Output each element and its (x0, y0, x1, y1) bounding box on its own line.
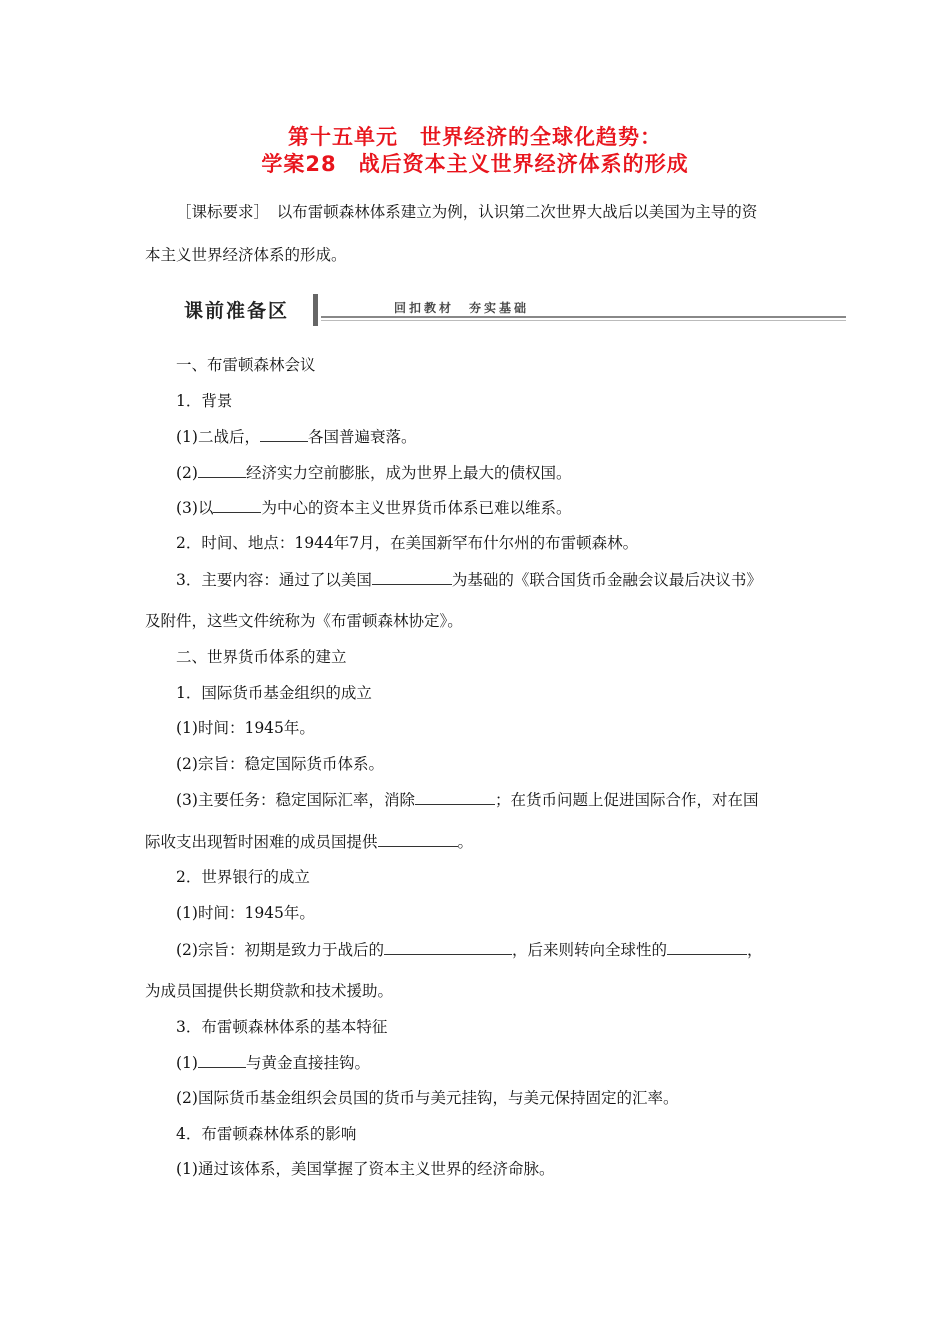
item-1-3: 3．主要内容：通过了以美国 为基础的《联合国货币金融会议最后决议书》 (176, 571, 762, 589)
requirement-line-2: 本主义世界经济体系的形成。 (145, 246, 347, 264)
item-1-1-1: (1)二战后， 各国普遍衰落。 (176, 428, 417, 446)
unit-title: 第十五单元 世界经济的全球化趋势： (288, 125, 662, 149)
heading-2: 二、世界货币体系的建立 (176, 648, 347, 666)
item-2-2-1: (1)时间：1945年。 (176, 904, 315, 922)
banner-title: 课前准备区 (184, 300, 290, 322)
fill-blank[interactable] (667, 939, 747, 955)
item-1-2: 2．时间、地点：1944年7月，在美国新罕布什尔州的布雷顿森林。 (176, 534, 639, 552)
heading-1: 一、布雷顿森林会议 (176, 356, 316, 374)
fill-blank[interactable] (198, 462, 246, 478)
item-2-1-3-cont: 际收支出现暂时困难的成员国提供 。 (145, 833, 474, 851)
item-2-1-3: (3)主要任务：稳定国际汇率，消除 ；在货币问题上促进国际合作，对在国 (176, 791, 759, 809)
item-1-1-3: (3)以 为中心的资本主义世界货币体系已难以维系。 (176, 499, 572, 517)
heading-2-1: 1．国际货币基金组织的成立 (176, 684, 372, 702)
item-2-1-1: (1)时间：1945年。 (176, 719, 315, 737)
fill-blank[interactable] (384, 939, 512, 955)
item-2-3-2: (2)国际货币基金组织会员国的货币与美元挂钩，与美元保持固定的汇率。 (176, 1089, 679, 1107)
banner-divider (313, 294, 318, 326)
item-2-2-2-cont: 为成员国提供长期贷款和技术援助。 (145, 982, 394, 1000)
fill-blank[interactable] (372, 569, 452, 585)
heading-2-3: 3．布雷顿森林体系的基本特征 (176, 1018, 388, 1036)
heading-1-1: 1．背景 (176, 392, 233, 410)
banner-rule (321, 316, 846, 318)
lesson-title: 学案28 战后资本主义世界经济体系的形成 (261, 152, 689, 176)
item-1-3-cont: 及附件，这些文件统称为《布雷顿森林协定》。 (145, 612, 463, 630)
fill-blank[interactable] (260, 426, 308, 442)
banner-subtitle: 回扣教材 夯实基础 (394, 301, 530, 315)
item-2-3-1: (1) 与黄金直接挂钩。 (176, 1054, 370, 1072)
item-2-4-1: (1)通过该体系，美国掌握了资本主义世界的经济命脉。 (176, 1160, 555, 1178)
fill-blank[interactable] (213, 497, 261, 513)
item-1-1-2: (2) 经济实力空前膨胀，成为世界上最大的债权国。 (176, 464, 572, 482)
heading-2-2: 2．世界银行的成立 (176, 868, 310, 886)
fill-blank[interactable] (378, 831, 458, 847)
requirement-line-1: ［课标要求］ 以布雷顿森林体系建立为例，认识第二次世界大战后以美国为主导的资 (176, 203, 758, 221)
fill-blank[interactable] (198, 1052, 246, 1068)
section-banner (176, 292, 846, 328)
item-2-2-2: (2)宗旨：初期是致力于战后的 ，后来则转向全球性的 ， (176, 941, 763, 959)
fill-blank[interactable] (415, 789, 495, 805)
item-2-1-2: (2)宗旨：稳定国际货币体系。 (176, 755, 384, 773)
banner-rule-thin (321, 320, 846, 321)
heading-2-4: 4．布雷顿森林体系的影响 (176, 1125, 357, 1143)
